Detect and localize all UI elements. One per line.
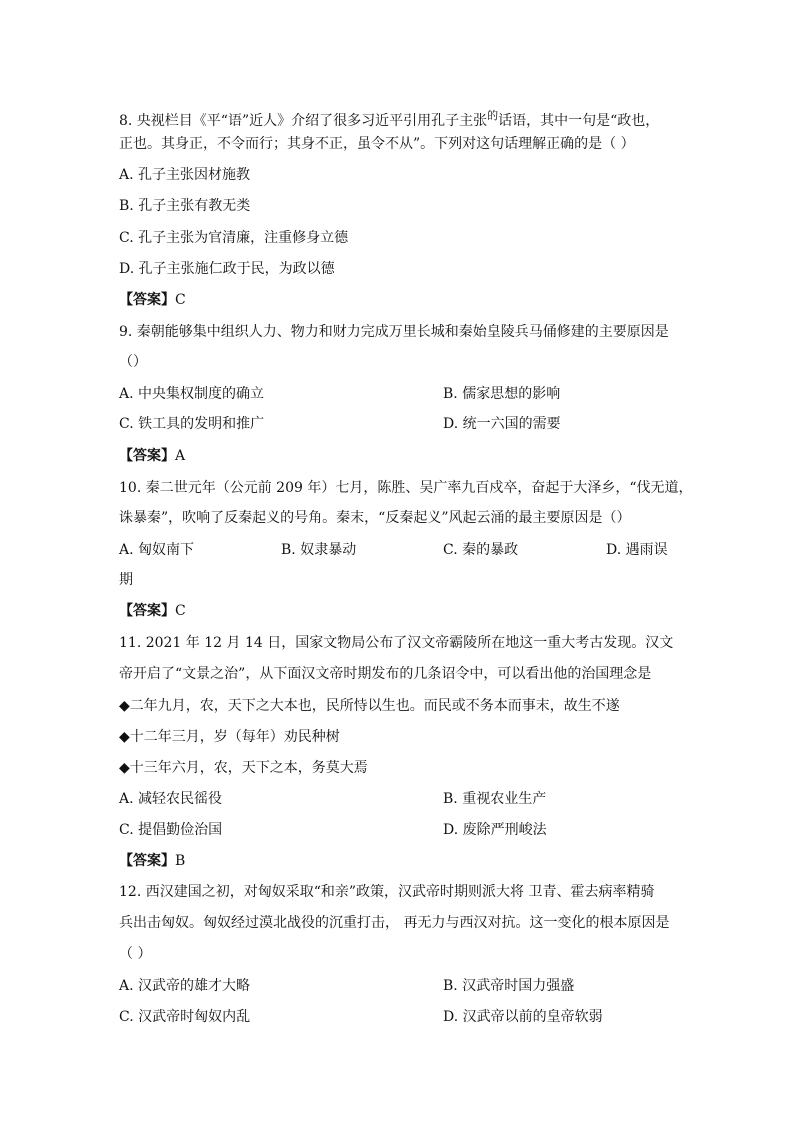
question-10-option-a: A. 匈奴南下 [119, 542, 195, 558]
question-12-option-c: C. 汉武帝时匈奴内乱 [119, 1009, 251, 1025]
question-11-edict-1: ◆二年九月，农，天下之大本也，民所恃以生也。而民或不务本而事末，故生不遂 [119, 698, 620, 714]
question-9-option-b: B. 儒家思想的影响 [443, 386, 561, 402]
question-9-option-a: A. 中央集权制度的确立 [119, 386, 265, 402]
question-11-stem-line-2: 帝开启了“文景之治”，从下面汉文帝时期发布的几条诏令中，可以看出他的治国理念是 [119, 666, 652, 682]
question-11-stem-line-1: 11. 2021 年 12 月 14 日，国家文物局公布了汉文帝霸陵所在地这一重大考古发现。汉文 [119, 635, 674, 651]
question-12-stem-line-3: （ ） [119, 946, 152, 962]
question-10-option-c: C. 秦的暴政 [443, 542, 519, 558]
question-8-stem-line-1: 8. 央视栏目《平“语”近人》介绍了很多习近平引用孔子主张$^的$话语，其中一句是“政也， [119, 109, 660, 129]
question-11-option-d: D. 废除严刑峻法 [443, 822, 547, 838]
question-9-answer: 【答案】A [119, 448, 186, 464]
question-8-option-c: C. 孔子主张为官清廉，注重修身立德 [119, 230, 349, 246]
question-10-option-d: D. 遇雨误 [606, 542, 668, 558]
question-12-option-d: D. 汉武帝以前的皇帝软弱 [443, 1009, 603, 1025]
question-11-edict-3: ◆十三年六月，农，天下之本，务莫大焉 [119, 760, 368, 776]
question-10-stem-line-1: 10. 秦二世元年（公元前 209 年）七月，陈胜、吴广率九百戍卒，奋起于大泽乡，“伐无道， [119, 480, 693, 496]
question-10-answer: 【答案】C [119, 603, 186, 619]
question-11-option-c: C. 提倡勤俭治国 [119, 822, 223, 838]
question-8-stem-superscript: 的 [487, 109, 499, 122]
question-9-option-c: C. 铁工具的发明和推广 [119, 416, 265, 432]
question-9-stem-line-1: 9. 秦朝能够集中组织人力、物力和财力完成万里长城和秦始皇陵兵马俑修建的主要原因是 [119, 324, 669, 340]
question-9-stem-line-2: （） [119, 354, 147, 370]
question-9-option-d: D. 统一六国的需要 [443, 416, 561, 432]
question-8-option-b: B. 孔子主张有教无类 [119, 198, 251, 214]
question-11-edict-2: ◆十二年三月，岁（每年）劝民种树 [119, 729, 340, 745]
question-10-stem-line-2: 诛暴秦”，吹响了反秦起义的号角。秦末，“反秦起义”风起云涌的最主要原因是（） [119, 510, 631, 526]
question-8-option-a: A. 孔子主张因材施教 [119, 167, 251, 183]
question-12-option-b: B. 汉武帝时国力强盛 [443, 978, 575, 994]
question-11-answer: 【答案】B [119, 853, 186, 869]
question-8-answer: 【答案】C [119, 292, 186, 308]
question-12-stem-line-1: 12. 西汉建国之初，对匈奴采取“和亲”政策，汉武帝时期则派大将 卫青、霍去病率精骑 [119, 884, 655, 900]
question-8-option-d: D. 孔子主张施仁政于民，为政以德 [119, 261, 335, 277]
question-11-option-b: B. 重视农业生产 [443, 791, 547, 807]
question-11-option-a: A. 减轻农民徭役 [119, 791, 223, 807]
question-12-stem-line-2: 兵出击匈奴。匈奴经过漠北战役的沉重打击， 再无力与西汉对抗。这一变化的根本原因是 [119, 915, 670, 931]
question-10-option-d-wrap: 期 [119, 572, 133, 588]
question-8-stem-line-2: 正也。其身正，不令而行；其身不正，虽令不从”。下列对这句话理解正确的是（ ） [119, 136, 635, 152]
question-10-option-b: B. 奴隶暴动 [281, 542, 357, 558]
question-12-option-a: A. 汉武帝的雄才大略 [119, 978, 251, 994]
